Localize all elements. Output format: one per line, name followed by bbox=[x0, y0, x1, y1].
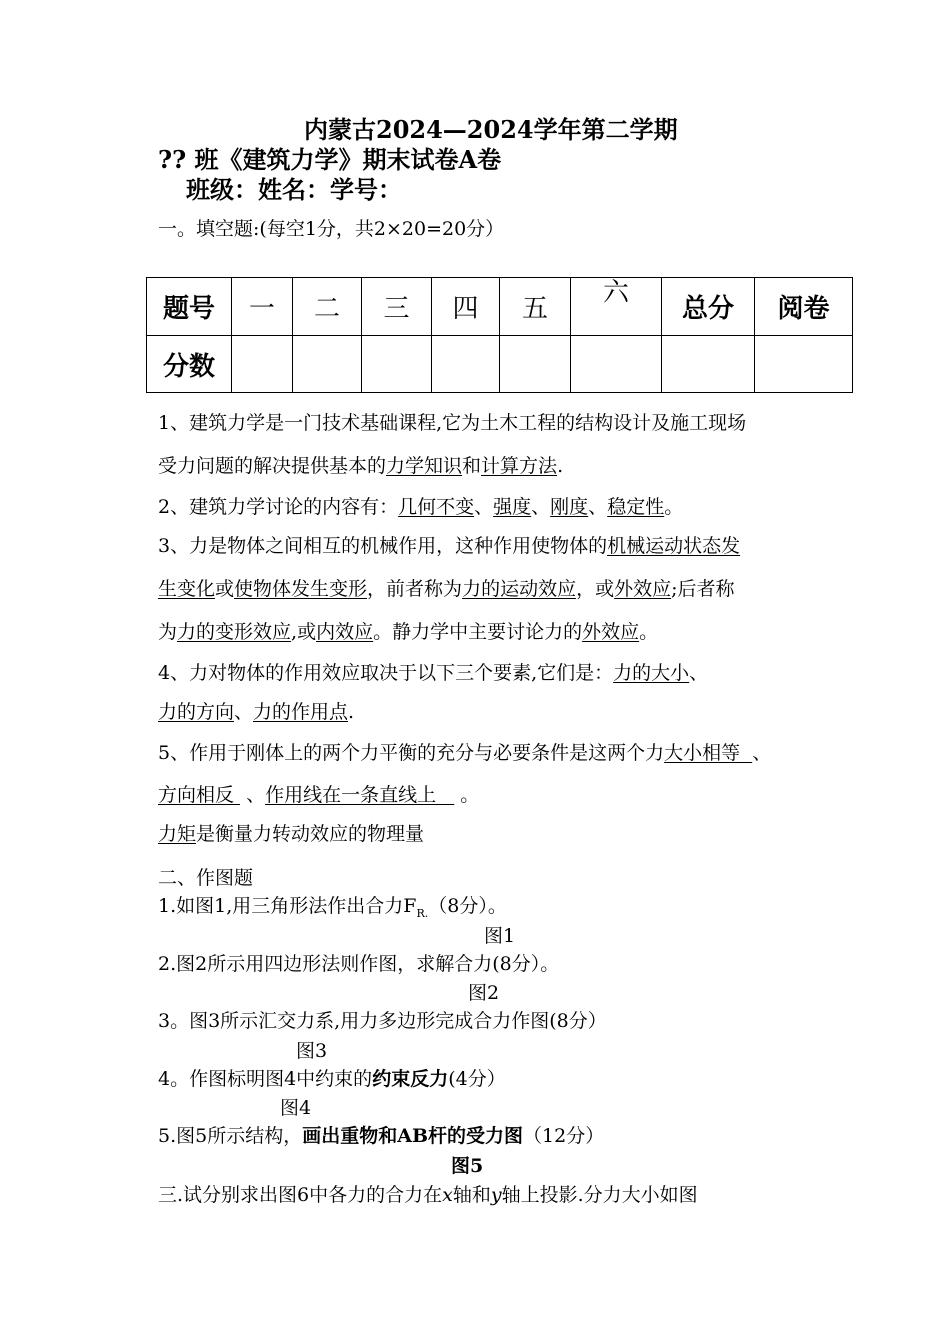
cell-col-2: 二 bbox=[293, 278, 362, 336]
q3-line2: 生变化或使物体发生变形，前者称为力的运动效应，或外效应;后者称 bbox=[158, 578, 735, 600]
q2-answer-1: 几何不变 bbox=[398, 496, 475, 518]
q1-answer-2: 计算方法 bbox=[481, 455, 558, 477]
cell-col-5: 五 bbox=[500, 278, 571, 336]
q5-line2: 方向相反 、作用线在一条直线上 。 bbox=[158, 784, 480, 806]
score-cell-grader bbox=[755, 336, 853, 393]
cell-grader-label: 阅卷 bbox=[755, 278, 853, 336]
q4-answer-3: 力的作用点 bbox=[253, 701, 349, 723]
score-table-score-row bbox=[147, 336, 853, 393]
q3-answer-3: 力的运动效应 bbox=[462, 578, 577, 600]
q1-line1: 1、建筑力学是一门技术基础课程,它为土木工程的结构设计及施工现场 bbox=[158, 412, 747, 434]
section2-item3: 3。图3所示汇交力系,用力多边形完成合力作图(8分） bbox=[158, 1010, 607, 1032]
student-info-line: 班级：姓名：学号： bbox=[186, 175, 402, 204]
section2-item4: 4。作图标明图4中约束的约束反力(4分） bbox=[158, 1068, 506, 1090]
score-table-header-row bbox=[147, 278, 853, 336]
q5-line1: 5、作用于刚体上的两个力平衡的充分与必要条件是这两个力大小相等 、 bbox=[158, 742, 772, 764]
section2-item5: 5.图5所示结构，画出重物和AB杆的受力图（12分） bbox=[158, 1125, 605, 1147]
q4-answer-1: 力的大小 bbox=[613, 662, 690, 684]
q5-answer-1: 大小相等 bbox=[664, 742, 753, 764]
q3-answer-1b: 生变化 bbox=[158, 578, 216, 600]
q1-answer-1: 力学知识 bbox=[386, 455, 463, 477]
exam-title-line2: ?? 班《建筑力学》期末试卷A卷 bbox=[158, 145, 502, 174]
q6-line: 力矩是衡量力转动效应的物理量 bbox=[158, 823, 425, 845]
q3-answer-6: 内效应 bbox=[316, 621, 374, 643]
q5-answer-2: 方向相反 bbox=[158, 784, 241, 806]
q4-line1: 4、力对物体的作用效应取决于以下三个要素,它们是：力的大小、 bbox=[158, 662, 709, 684]
cell-col-3: 三 bbox=[362, 278, 432, 336]
cell-total-label: 总分 bbox=[662, 278, 755, 336]
q3-answer-2: 使物体发生变形 bbox=[234, 578, 368, 600]
figure2-caption: 图2 bbox=[468, 982, 500, 1004]
figure5-caption: 图5 bbox=[451, 1155, 484, 1177]
q3-line3: 为力的变形效应,或内效应。静力学中主要讨论力的外效应。 bbox=[158, 621, 659, 643]
q3-line1: 3、力是物体之间相互的机械作用，这种作用使物体的机械运动状态发 bbox=[158, 535, 741, 557]
exam-title-line1: 内蒙古2024—2024学年第二学期 bbox=[304, 115, 678, 144]
score-cell-4 bbox=[432, 336, 500, 393]
q5-answer-3: 作用线在一条直线上 bbox=[265, 784, 455, 806]
score-cell-total bbox=[662, 336, 755, 393]
figure1-caption: 图1 bbox=[484, 925, 516, 947]
q2-answer-2: 强度 bbox=[493, 496, 532, 518]
cell-question-number-label: 题号 bbox=[147, 278, 232, 336]
figure3-caption: 图3 bbox=[296, 1040, 328, 1062]
q3-answer-5: 力的变形效应 bbox=[177, 621, 292, 643]
q3-answer-7: 外效应 bbox=[582, 621, 640, 643]
cell-col-4: 四 bbox=[432, 278, 500, 336]
cell-col-1: 一 bbox=[232, 278, 293, 336]
q3-answer-1a: 机械运动状态发 bbox=[607, 535, 741, 557]
section2-title: 二、作图题 bbox=[158, 867, 254, 889]
q2-line: 2、建筑力学讨论的内容有：几何不变、强度、刚度、稳定性。 bbox=[158, 496, 684, 518]
section1-title: 一。填空题:(每空1分，共2×20=20分） bbox=[158, 218, 505, 240]
q4-line2: 力的方向、力的作用点. bbox=[158, 701, 355, 723]
q4-answer-2: 力的方向 bbox=[158, 701, 235, 723]
q3-answer-4: 外效应 bbox=[614, 578, 672, 600]
figure4-caption: 图4 bbox=[280, 1097, 312, 1119]
section2-item1: 1.如图1,用三角形法作出合力$F_{R.}(8$分）。 bbox=[158, 895, 507, 920]
cell-col-6: 六 bbox=[571, 278, 662, 336]
q2-answer-3: 刚度 bbox=[550, 496, 589, 518]
q1-line2: 受力问题的解决提供基本的力学知识和计算方法. bbox=[158, 455, 564, 477]
score-cell-1 bbox=[232, 336, 293, 393]
q6-answer-1: 力矩 bbox=[158, 823, 197, 845]
score-cell-2 bbox=[293, 336, 362, 393]
section2-item2: 2.图2所示用四边形法则作图，求解合力(8分）。 bbox=[158, 953, 560, 975]
cell-score-label: 分数 bbox=[147, 336, 232, 393]
section3-line: 三.试分别求出图6中各力的合力在x轴和y轴上投影.分力大小如图 bbox=[158, 1184, 698, 1206]
score-table bbox=[146, 277, 853, 393]
q2-answer-4: 稳定性 bbox=[607, 496, 665, 518]
score-cell-5 bbox=[500, 336, 571, 393]
score-cell-3 bbox=[362, 336, 432, 393]
score-cell-6 bbox=[571, 336, 662, 393]
